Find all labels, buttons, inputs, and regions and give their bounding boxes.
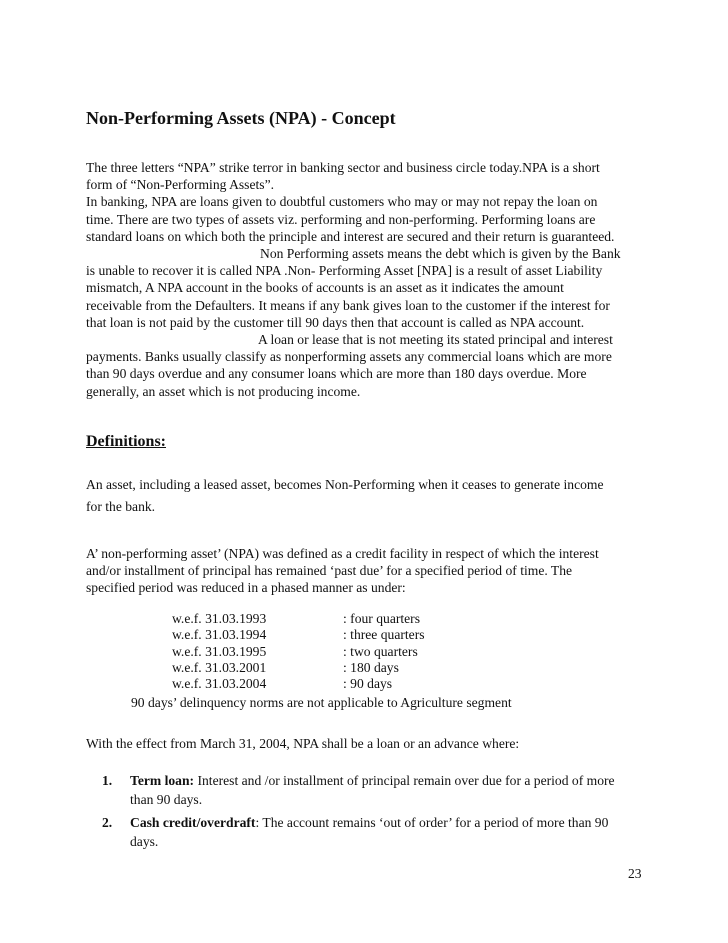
list-text: days. bbox=[130, 834, 159, 849]
npa-conditions-list bbox=[102, 771, 647, 855]
text-line: that loan is not paid by the customer till 90 days then that account is called as NPA account. bbox=[86, 314, 585, 330]
period-value: : two quarters bbox=[343, 643, 418, 659]
text-line: specified period was reduced in a phased manner as under: bbox=[86, 580, 406, 596]
period-row bbox=[172, 644, 425, 660]
page-title: Non-Performing Assets (NPA) - Concept bbox=[86, 108, 396, 128]
text-line: than 90 days overdue and any consumer loans which are more than 180 days overdue. More bbox=[86, 366, 587, 382]
text-line: for the bank. bbox=[86, 499, 156, 514]
intro-paragraph bbox=[86, 159, 646, 400]
period-date: w.e.f. 31.03.1993 bbox=[172, 611, 267, 626]
period-date: w.e.f. 31.03.1994 bbox=[172, 627, 267, 643]
text-line: form of “Non-Performing Assets”. bbox=[86, 177, 275, 193]
period-row bbox=[172, 676, 425, 692]
period-row bbox=[172, 660, 425, 676]
definition-paragraph bbox=[86, 474, 646, 518]
list-text: Interest and /or installment of principal remain over due for a period of more bbox=[194, 773, 615, 788]
period-date: w.e.f. 31.03.2001 bbox=[172, 659, 267, 675]
text-line: payments. Banks usually classify as nonperforming assets any commercial loans which are more bbox=[86, 349, 612, 365]
list-text: : The account remains ‘out of order’ for a period of more than 90 bbox=[255, 815, 609, 830]
period-value: : three quarters bbox=[343, 627, 425, 643]
list-number: 1. bbox=[102, 773, 113, 788]
phased-period-table bbox=[172, 611, 425, 692]
list-term: Term loan: bbox=[130, 773, 195, 788]
period-date: w.e.f. 31.03.2004 bbox=[172, 676, 267, 692]
text-line: and/or installment of principal has remained ‘past due’ for a specified period of time. The bbox=[86, 563, 573, 579]
text-line: receivable from the Defaulters. It means if any bank gives loan to the customer if the interest for bbox=[86, 297, 610, 313]
period-value: : 180 days bbox=[343, 659, 399, 675]
effect-sentence: With the effect from March 31, 2004, NPA shall be a loan or an advance where: bbox=[86, 736, 520, 751]
period-date: w.e.f. 31.03.1995 bbox=[172, 643, 267, 659]
text-line: standard loans on which both the principle and interest are secured and their return is guaranteed. bbox=[86, 228, 615, 244]
list-term: Cash credit/overdraft bbox=[130, 815, 256, 830]
text-line: mismatch, A NPA account in the books of accounts is an asset as it indicates the amount bbox=[86, 280, 564, 296]
agriculture-note: 90 days’ delinquency norms are not applicable to Agriculture segment bbox=[131, 695, 512, 710]
list-item bbox=[102, 813, 647, 851]
period-row bbox=[172, 627, 425, 643]
period-value: : 90 days bbox=[343, 676, 393, 692]
npa-definition-paragraph bbox=[86, 545, 646, 597]
list-number: 2. bbox=[102, 815, 113, 830]
period-row bbox=[172, 611, 425, 627]
list-text: than 90 days. bbox=[130, 792, 203, 807]
text-line: An asset, including a leased asset, becomes Non-Performing when it ceases to generate income bbox=[86, 477, 604, 492]
text-line: Non Performing assets means the debt which is given by the Bank bbox=[260, 246, 621, 262]
text-line: is unable to recover it is called NPA .Non- Performing Asset [NPA] is a result of asset Liability bbox=[86, 263, 603, 279]
text-line: time. There are two types of assets viz. performing and non-performing. Performing loans are bbox=[86, 211, 596, 227]
text-line: In banking, NPA are loans given to doubtful customers who may or may not repay the loan on bbox=[86, 194, 598, 210]
text-line: generally, an asset which is not producing income. bbox=[86, 383, 361, 399]
text-line: A’ non-performing asset’ (NPA) was defined as a credit facility in respect of which the interest bbox=[86, 546, 599, 561]
definitions-heading: Definitions: bbox=[86, 433, 166, 450]
text-line: A loan or lease that is not meeting its stated principal and interest bbox=[258, 332, 613, 348]
period-value: : four quarters bbox=[343, 611, 421, 626]
page-number: 23 bbox=[628, 866, 642, 881]
text-line: The three letters “NPA” strike terror in banking sector and business circle today.NPA is a short bbox=[86, 160, 600, 175]
list-item bbox=[102, 771, 647, 809]
